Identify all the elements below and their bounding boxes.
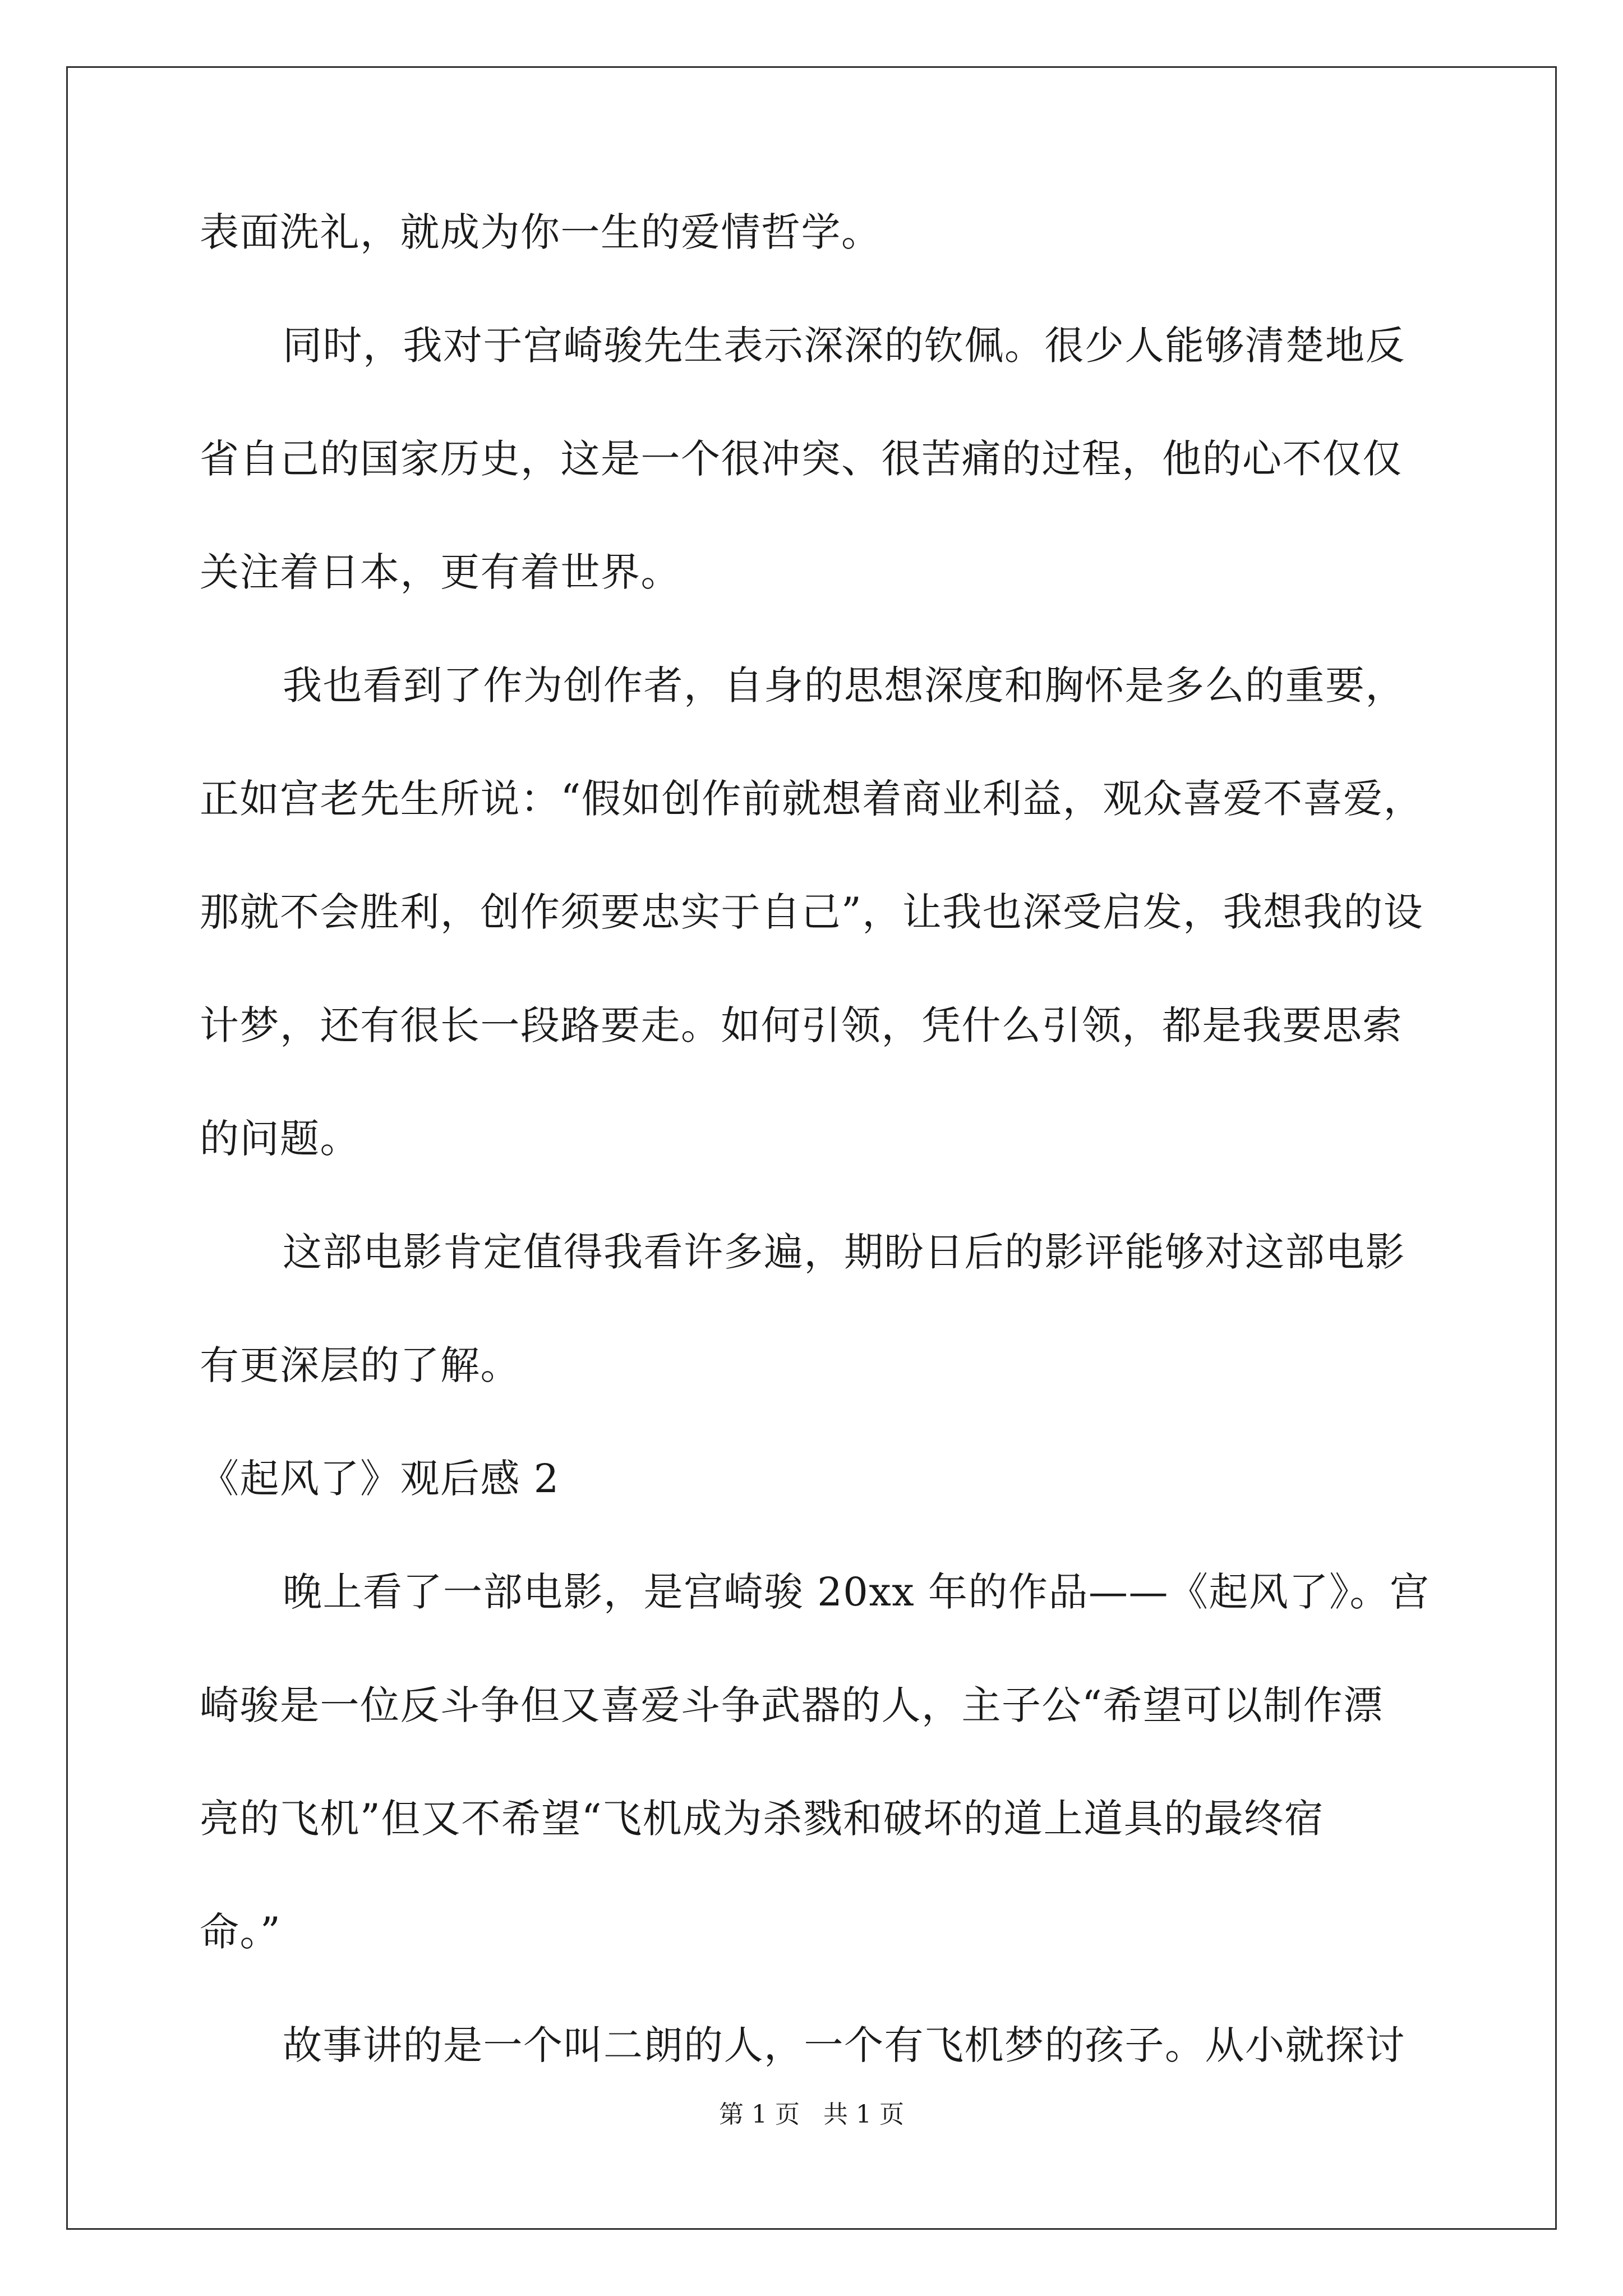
text-line: 晚上看了一部电影，是宫崎骏 20xx 年的作品——《起风了》。宫 xyxy=(283,1569,1430,1615)
text-line: 表面洗礼，就成为你一生的爱情哲学。 xyxy=(200,209,882,255)
text-line: 我也看到了作为创作者，自身的思想深度和胸怀是多么的重要， xyxy=(283,662,1405,708)
text-line: 亮的飞机”但又不希望“飞机成为杀戮和破坏的道上道具的最终宿 xyxy=(200,1796,1325,1842)
text-line: 同时，我对于宫崎骏先生表示深深的钦佩。很少人能够清楚地反 xyxy=(283,323,1405,369)
text-line: 那就不会胜利，创作须要忠实于自己”，让我也深受启发，我想我的设 xyxy=(200,889,1424,935)
text-line: 关注着日本，更有着世界。 xyxy=(200,549,681,595)
section-heading: 《起风了》观后感 2 xyxy=(200,1456,560,1502)
page-footer: 第 1 页 共 1 页 xyxy=(719,2100,904,2129)
text-line: 这部电影肯定值得我看许多遍，期盼日后的影评能够对这部电影 xyxy=(283,1229,1405,1275)
text-line: 省自己的国家历史，这是一个很冲突、很苦痛的过程，他的心不仅仅 xyxy=(200,436,1403,482)
text-line: 故事讲的是一个叫二朗的人，一个有飞机梦的孩子。从小就探讨 xyxy=(283,2022,1405,2068)
text-line: 计梦，还有很长一段路要走。如何引领，凭什么引领，都是我要思索 xyxy=(200,1002,1403,1048)
text-line: 有更深层的了解。 xyxy=(200,1342,520,1388)
text-line: 崎骏是一位反斗争但又喜爱斗争武器的人，主子公“希望可以制作漂 xyxy=(200,1682,1384,1728)
text-line: 命。” xyxy=(200,1909,282,1955)
text-line: 的问题。 xyxy=(200,1116,360,1162)
text-line: 正如宫老先生所说：“假如创作前就想着商业利益，观众喜爱不喜爱， xyxy=(200,776,1424,822)
